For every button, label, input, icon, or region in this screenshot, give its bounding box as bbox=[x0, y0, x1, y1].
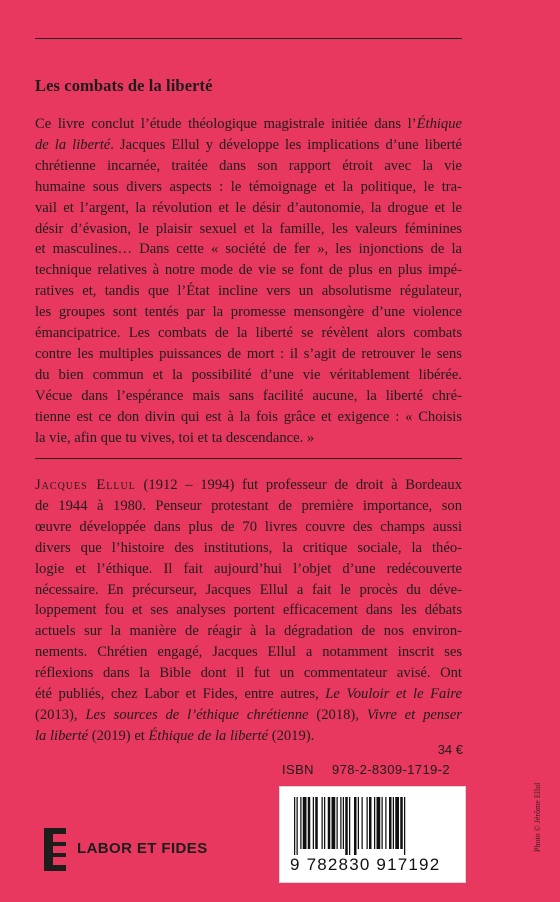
isbn-line bbox=[282, 762, 450, 777]
text-line: actuels sur la manière de réagir à la dégradation de nos environ- bbox=[35, 623, 462, 640]
book-description bbox=[35, 114, 462, 449]
barcode-digits: 9 782830 917192 bbox=[290, 855, 441, 874]
text-line: ratives et, tandis que l’État incline vers un absolutisme régulateur, bbox=[35, 283, 462, 300]
text-line: du bien commun et la possibilité d’une vie véritablement libérée. bbox=[35, 366, 462, 383]
text-line: contre les multiples puissances de mort : il s’agit de retrouver le sens bbox=[35, 345, 462, 362]
publisher-logo-icon bbox=[44, 828, 66, 871]
barcode bbox=[279, 786, 466, 883]
text-line: Ce livre conclut l’étude théologique magistrale initiée dans l’Éthique bbox=[35, 116, 462, 132]
text-line: Vécue dans l’espérance mais sans facilité aucune, la liberté chré- bbox=[35, 387, 462, 404]
text-line: de la liberté. Jacques Ellul y développe les implications d’une liberté bbox=[35, 136, 462, 153]
text-line: loppement fou et ses analyses portent efficacement dans les débats bbox=[35, 602, 462, 619]
text-line: désir d’évasion, le plaisir sexuel et la famille, les valeurs féminines bbox=[35, 220, 462, 237]
barcode-bars-icon bbox=[292, 797, 452, 855]
text-line: tienne est ce don divin qui est à la fois grâce et exigence : « Choisis bbox=[35, 408, 462, 425]
text-line: divers que l’histoire des institutions, la critique sociale, la théo- bbox=[35, 539, 462, 556]
author-biography bbox=[35, 475, 462, 747]
text-line: technique relatives à notre mode de vie se font de plus en plus impé- bbox=[35, 262, 462, 279]
text-line: œuvre développée dans plus de 70 livres couvre des champs aussi bbox=[35, 518, 462, 535]
text-line: la liberté (2019) et Éthique de la liberté (2019). bbox=[35, 727, 315, 744]
text-line: été publiés, chez Labor et Fides, entre autres, Le Vouloir et le Faire bbox=[35, 686, 463, 703]
section-heading: Les combats de la liberté bbox=[35, 76, 213, 95]
text-line: réflexions dans la Bible dont il fut un commentateur avisé. Ont bbox=[35, 665, 462, 682]
text-line: les groupes sont tentés par la promesse mensongère d’une violence bbox=[35, 304, 462, 321]
text-line: et masculines… Dans cette « société de fer », les injonctions de la bbox=[35, 241, 462, 258]
text-line: humaine sous divers aspects : le témoignage et la politique, le tra- bbox=[35, 178, 462, 195]
text-line: logie et l’éthique. Il fait aujourd’hui l’objet d’une redécouverte bbox=[35, 560, 462, 577]
text-line: (2013), Les sources de l’éthique chrétienne (2018), Vivre et penser bbox=[35, 706, 462, 723]
text-line: vail et l’argent, la révolution et le désir d’autonomie, la drogue et le bbox=[35, 199, 462, 216]
top-rule bbox=[35, 38, 462, 39]
isbn-number: 978-2-8309-1719-2 bbox=[331, 762, 451, 777]
price-label: 34 € bbox=[437, 742, 463, 757]
text-line: nements. Chrétien engagé, Jacques Ellul a notamment inscrit ses bbox=[35, 644, 462, 661]
text-line: la vie, afin que tu vives, toi et ta descendance. » bbox=[35, 429, 315, 446]
text-line: Jacques Ellul (1912 – 1994) fut professeur de droit à Bordeaux bbox=[35, 477, 462, 493]
publisher-name: LABOR ET FIDES bbox=[77, 840, 208, 857]
photo-credit: Photo © Jérôme Ellul bbox=[533, 782, 542, 852]
divider-rule bbox=[35, 458, 462, 459]
text-line: de 1944 à 1980. Penseur protestant de première importance, son bbox=[35, 497, 462, 514]
text-line: émancipatrice. Les combats de la liberté se révèlent alors combats bbox=[35, 325, 462, 342]
text-line: nécessaire. En précurseur, Jacques Ellul a fait le procès du déve- bbox=[35, 581, 462, 598]
text-line: chrétienne incarnée, traitée dans son rapport étroit avec la vie bbox=[35, 157, 462, 174]
isbn-label: ISBN bbox=[282, 762, 314, 777]
